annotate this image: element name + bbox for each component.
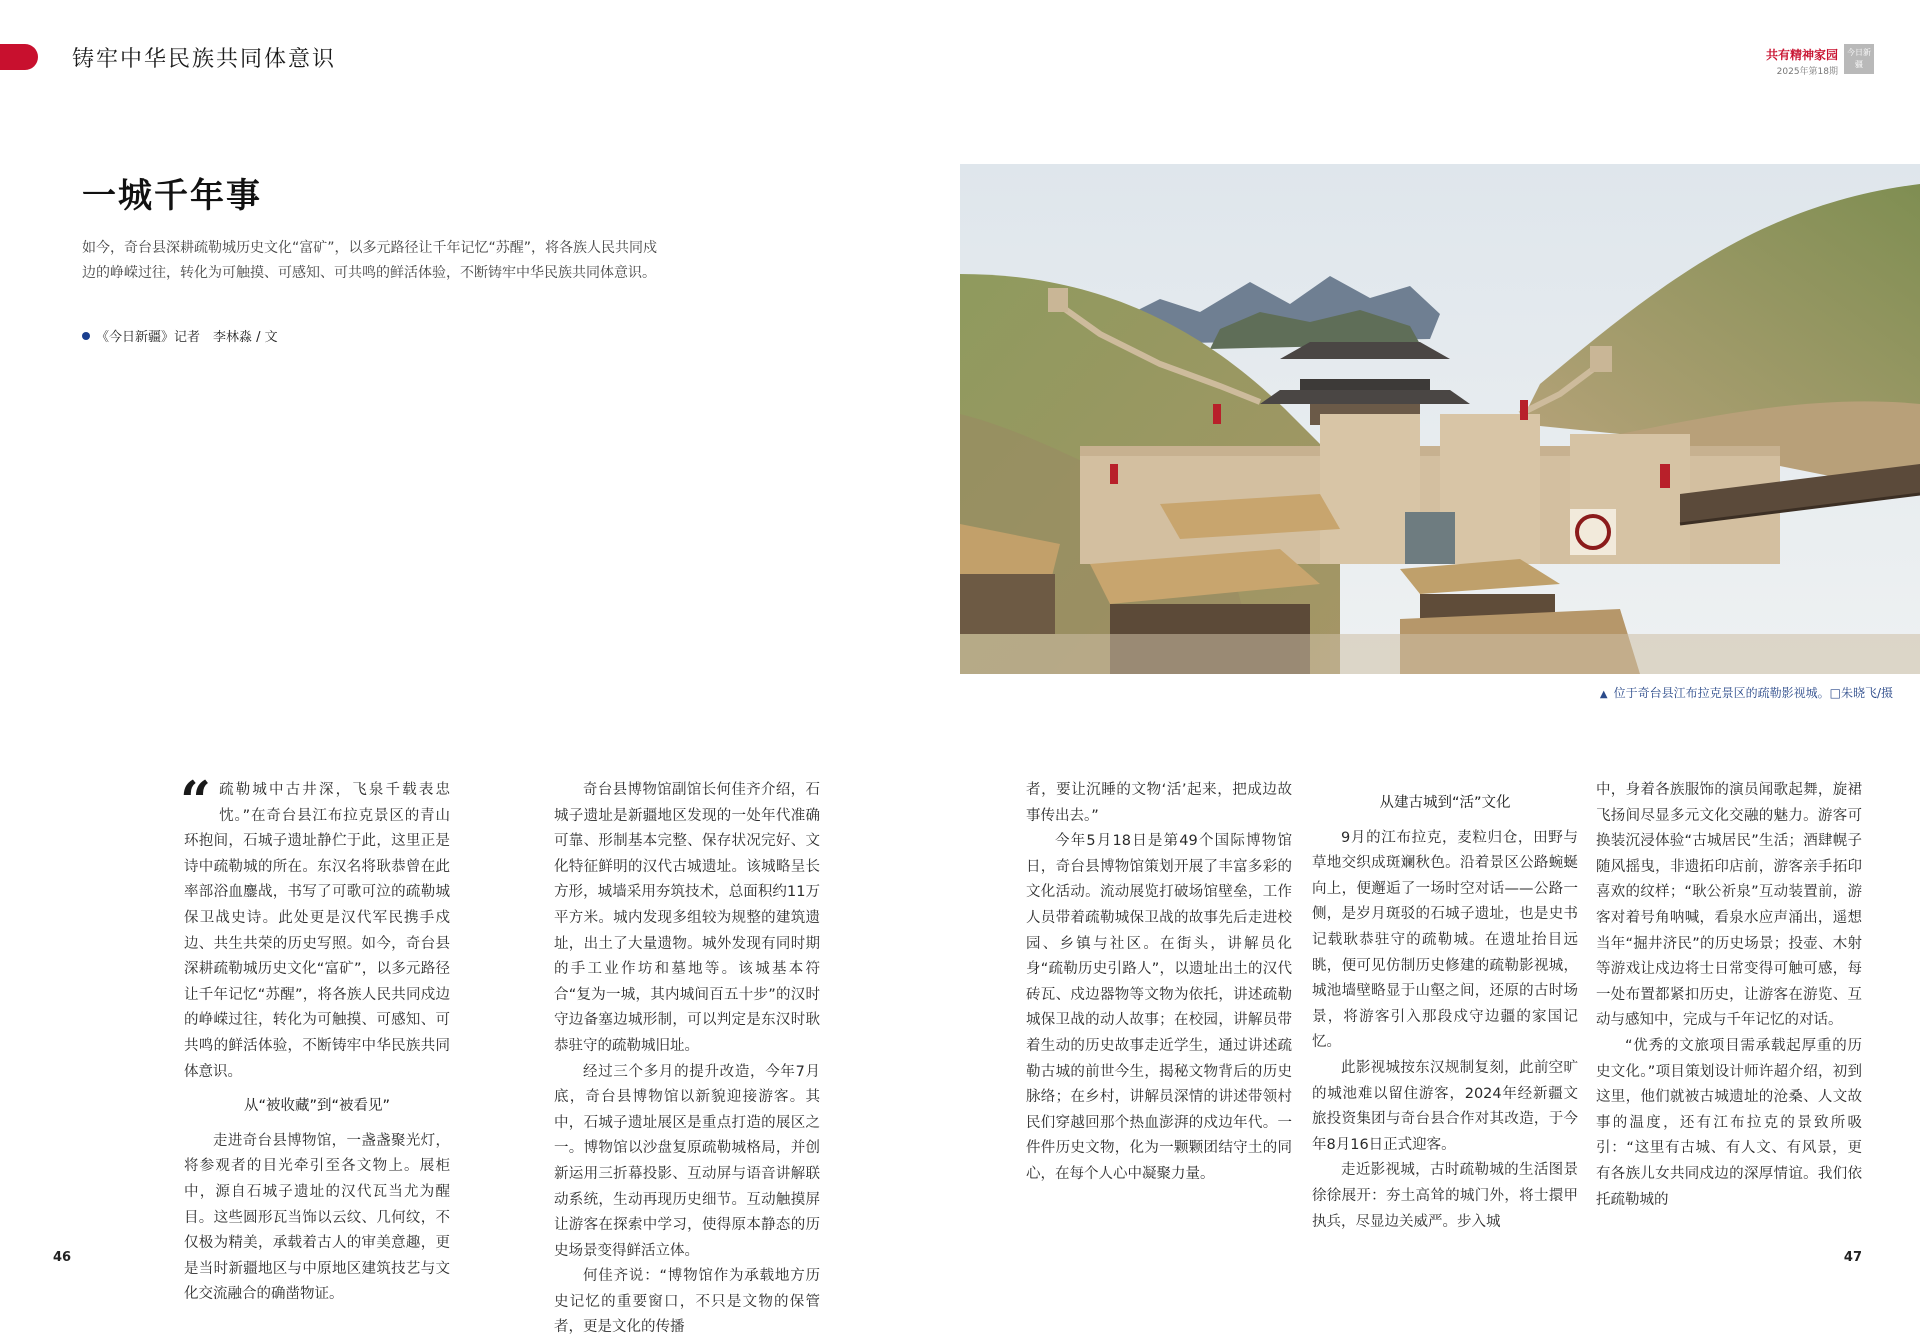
article-byline [82,326,278,345]
body-paragraph: 者，要让沉睡的文物‘活’起来，把成边故事传出去。” [1026,782,1292,824]
caption-triangle-icon: ▲ [1599,689,1608,700]
body-paragraph: 中，身着各族服饰的演员闻歌起舞，旋裙飞扬间尽显多元文化交融的魅力。游客可换装沉浸体验“古城居民”生活；酒肆幌子随风摇曳，非遗拓印店前，游客亲手拓印喜欢的纹样；“耿公祈泉”互动装置前，游客对着号角呐喊，看泉水应声涌出，遥想当年“掘井济民”的历史场景；投壶、木射等游戏让戍边将士日常变得可触可感，每一处布置都紧扣历史，让游客在游览、互动与感知中，完成与千年记忆的对话。 [1596,782,1862,1029]
article-headline: 一城千年事 [82,176,262,216]
article-standfirst: 如今，奇台县深耕疏勒城历史文化“富矿”，以多元路径让千年记忆“苏醒”，将各族人民共同戍边的峥嵘过往，转化为可触摸、可感知、可共鸣的鲜活体验，不断铸牢中华民族共同体意识。 [82,240,658,281]
body-column-1 [180,769,450,1308]
page-number-right: 47 [1843,1250,1862,1265]
body-paragraph: 9月的江布拉克，麦粒归仓，田野与草地交织成斑斓秋色。沿着景区公路蜿蜒向上，便邂逅了一场时空对话——公路一侧，是岁月斑驳的石城子遗址，也是史书记载耿恭驻守的疏勒城。在遗址抬目远眺，便可见仿制历史修建的疏勒影视城，城池墙壁略显于山壑之间，还原的古时场景，将游客引入那段戍守边疆的家国记忆。 [1312,829,1578,1051]
subheading: 从建古城到“活”文化 [1379,795,1511,811]
magazine-brand [1766,46,1838,77]
byline-dot-icon [82,332,90,340]
body-paragraph: 何佳齐说：“博物馆作为承载地方历史记忆的重要窗口，不只是文物的保管者，更是文化的传播 [554,1268,820,1336]
opening-quote-icon: “ [180,769,212,833]
body-column-4 [1312,778,1578,1235]
issue-label: 2025年第18期 [1776,67,1838,77]
photo-caption [1600,684,1893,701]
body-paragraph [180,769,450,1085]
caption-text: 位于奇台县江布拉克景区的疏勒影视城。□朱晓飞/摄 [1613,686,1893,700]
subheading: 从“被收藏”到“被看见” [243,1098,391,1115]
magazine-logo: 今日新疆 [1844,44,1874,74]
section-accent-tab [0,44,38,70]
body-paragraph: 此影视城按东汉规制复刻，此前空旷的城池难以留住游客，2024年经新疆文旅投资集团与奇台县合作对其改造，于今年8月16日正式迎客。 [1312,1059,1578,1153]
body-paragraph: “优秀的文旅项目需承载起厚重的历史文化。”项目策划设计师许超介绍，初到这里，他们就被古城遗址的沧桑、人文故事的温度，还有江布拉克的景致所吸引：“这里有古城、有人文、有风景，更有各族儿女共同戍边的深厚情谊。我们依托疏勒城的 [1596,1037,1862,1208]
article-photo [960,164,1920,674]
film-city-photo [960,164,1920,674]
body-paragraph: 走进奇台县博物馆，一盏盏聚光灯，将参观者的目光牵引至各文物上。展柜中，源自石城子遗址的汉代瓦当尤为醒目。这些圆形瓦当饰以云纹、几何纹，不仅极为精美，承载着古人的审美意趣，更是当时新疆地区与中原地区建筑技艺与文化交流融合的确凿物证。 [184,1132,450,1303]
page-number-left: 46 [53,1250,72,1265]
brand-name: 共有精神家园 [1765,48,1838,62]
body-paragraph: 今年5月18日是第49个国际博物馆日，奇台县博物馆策划开展了丰富多彩的文化活动。流动展览打破场馆壁垒，工作人员带着疏勒城保卫战的故事先后走进校园、乡镇与社区。在街头，讲解员化身“疏勒历史引路人”，以遗址出土的汉代砖瓦、戍边器物等文物为依托，讲述疏勒城保卫战的动人故事；在校园，讲解员带着生动的历史故事走近学生，通过讲述疏勒古城的前世今生，揭秘文物背后的历史脉络；在乡村，讲解员深情的讲述带领村民们穿越回那个热血澎湃的戍边年代。一件件历史文物，化为一颗颗团结守土的同心，在每个人心中凝聚力量。 [1026,833,1292,1182]
section-title: 铸牢中华民族共同体意识 [72,47,337,72]
body-paragraph: 走近影视城，古时疏勒城的生活图景徐徐展开：夯土高耸的城门外，将士擐甲执兵，尽显边关威严。步入城 [1312,1162,1578,1230]
paragraph-text: 疏勒城中古井深，飞泉千载表忠忱。”在奇台县江布拉克景区的青山环抱间，石城子遗址静伫于此，这里正是诗中疏勒城的所在。东汉名将耿恭曾在此率部浴血鏖战，书写了可歌可泣的疏勒城保卫战史诗。此处更是汉代军民携手戍边、共生共荣的历史写照。如今，奇台县深耕疏勒城历史文化“富矿”，以多元路径让千年记忆“苏醒”，将各族人民共同戍边的峥嵘过往，转化为可触摸、可感知、可共鸣的鲜活体验，不断铸牢中华民族共同体意识。 [184,782,450,1080]
body-column-2 [554,778,820,1341]
body-column-3 [1026,778,1292,1188]
body-paragraph: 奇台县博物馆副馆长何佳齐介绍，石城子遗址是新疆地区发现的一处年代准确可靠、形制基本完整、保存状况完好、文化特征鲜明的汉代古城遗址。该城略呈长方形，城墙采用夯筑技术，总面积约11万平方米。城内发现多组较为规整的建筑遗址，出土了大量遗物。城外发现有同时期的手工业作坊和墓地等。该城基本符合“复为一城，其内城间百五十步”的汉时守边备塞边城形制，可以判定是东汉时耿恭驻守的疏勒城旧址。 [554,782,820,1054]
body-paragraph: 经过三个多月的提升改造，今年7月底，奇台县博物馆以新貌迎接游客。其中，石城子遗址展区是重点打造的展区之一。博物馆以沙盘复原疏勒城格局，并创新运用三折幕投影、互动屏与语音讲解联动系统，生动再现历史细节。互动触摸屏让游客在探索中学习，使得原本静态的历史场景变得鲜活立体。 [554,1063,820,1259]
body-column-5 [1596,778,1862,1213]
byline-text: 《今日新疆》记者 李林淼 / 文 [96,330,278,345]
